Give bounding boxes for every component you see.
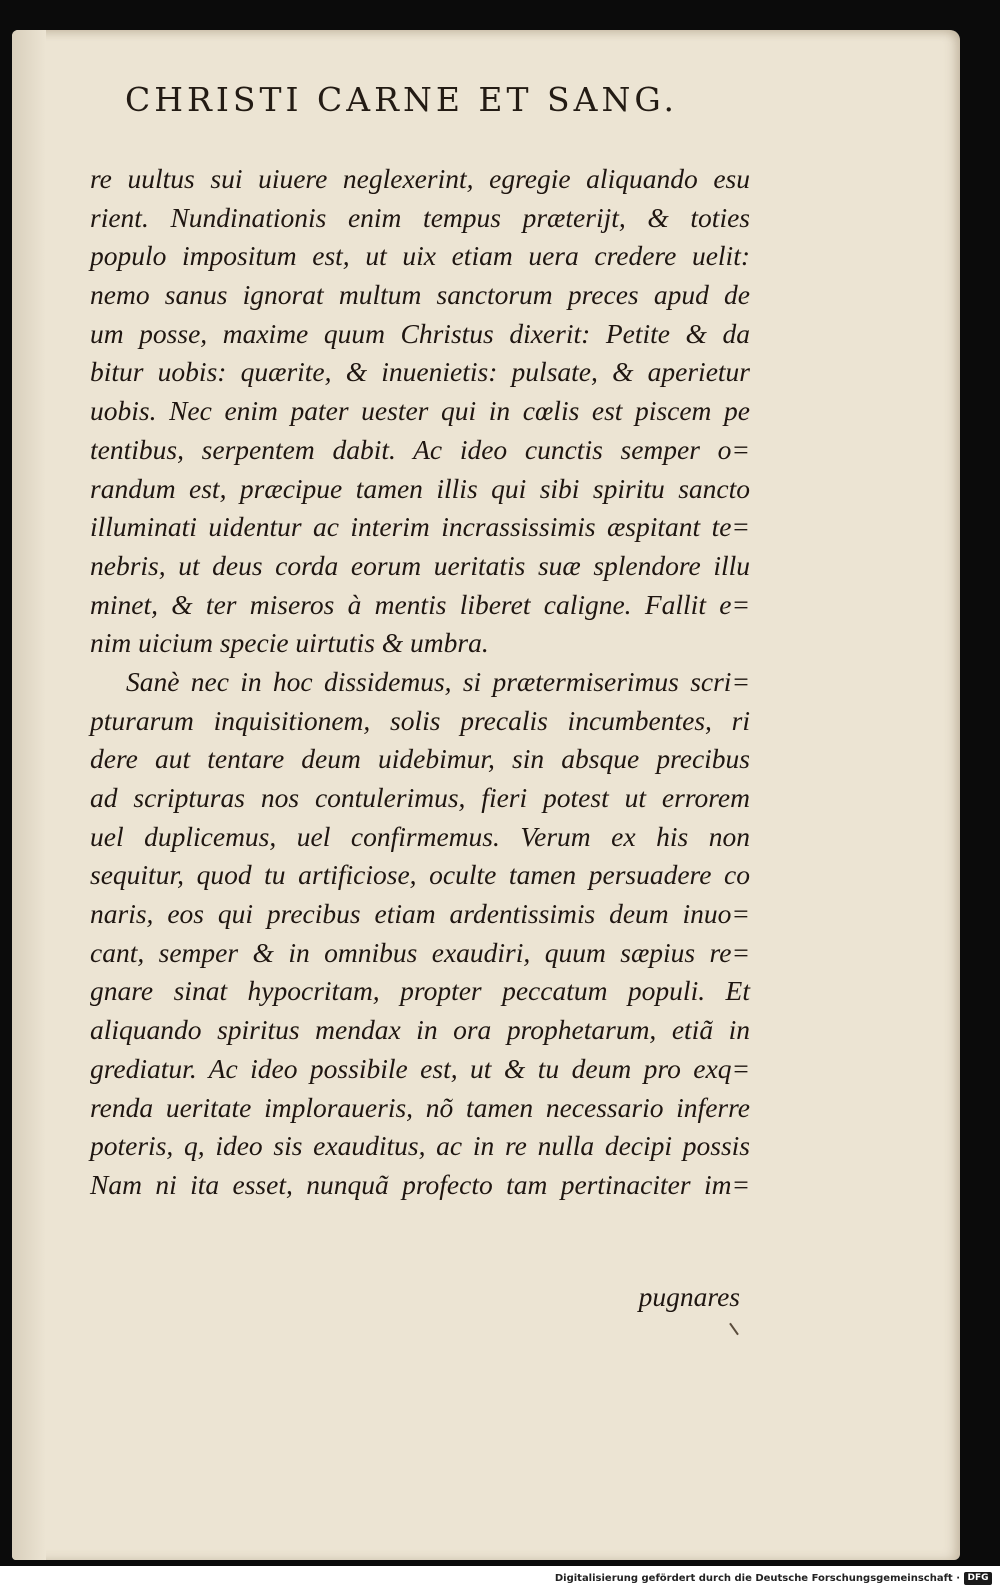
text-line: populo impositum est, ut uix etiam uera credere uelit: [90, 240, 750, 272]
text-line: uel duplicemus, uel confirmemus. Verum ex his non [90, 820, 750, 852]
text-line: poteris, q, ideo sis exauditus, ac in re nulla decipi possis [90, 1130, 750, 1162]
text-line: nemo sanus ignorat multum sanctorum preces apud de [90, 279, 750, 311]
text-line: Nam ni ita esset, nunquã profecto tam pertinaciter im= [90, 1168, 750, 1200]
dfg-logo: DFG [964, 1572, 992, 1585]
text-line: renda ueritate imploraueris, nõ tamen necessario inferre [90, 1091, 750, 1123]
page-gutter-shadow [12, 30, 46, 1560]
funding-credit: Digitalisierung gefördert durch die Deutsche Forschungsgemeinschaft · [554, 1573, 960, 1584]
text-line: cant, semper & in omnibus exaudiri, quum sæpius re= [90, 936, 750, 968]
text-line: minet, & ter miseros à mentis liberet caligne. Fallit e= [90, 588, 750, 620]
running-head: CHRISTI CARNE ET SANG. [125, 80, 679, 119]
text-line: grediatur. Ac ideo possibile est, ut & tu deum pro exq= [90, 1052, 750, 1084]
text-line: rient. Nundinationis enim tempus præterijt, & toties [90, 201, 750, 233]
text-line: uobis. Nec enim pater uester qui in cœlis est piscem pe [90, 395, 750, 427]
paragraph-start-line: Sanè nec in hoc dissidemus, si prætermiserimus scri= [126, 665, 750, 697]
text-line: naris, eos qui precibus etiam ardentissimis deum inuo= [90, 898, 750, 930]
text-line: illuminati uidentur ac interim incrassissimis æspitant te= [90, 511, 750, 543]
text-line: sequitur, quod tu artificiose, oculte tamen persuadere co [90, 859, 750, 891]
text-line: bitur uobis: quærite, & inuenietis: pulsate, & aperietur [90, 356, 750, 388]
text-line: tentibus, serpentem dabit. Ac ideo cunctis semper o= [90, 433, 750, 465]
footer-bar [0, 1566, 1000, 1592]
catchword: pugnares [638, 1281, 740, 1312]
text-line: dere aut tentare deum uidebimur, sin absque precibus [90, 743, 750, 775]
text-line: gnare sinat hypocritam, propter peccatum populi. Et [90, 975, 750, 1007]
text-line: nebris, ut deus corda eorum ueritatis suæ splendore illu [90, 549, 750, 581]
text-line: ad scripturas nos contulerimus, fieri potest ut errorem [90, 782, 750, 813]
body-text [90, 160, 750, 1205]
text-line: nim uicium specie uirtutis & umbra. [90, 627, 489, 659]
text-line: um posse, maxime quum Christus dixerit: Petite & da [90, 317, 750, 349]
text-line: re uultus sui uiuere neglexerint, egregie aliquando esu [90, 163, 750, 194]
text-line: pturarum inquisitionem, solis precalis incumbentes, ri [90, 704, 750, 736]
text-line: randum est, præcipue tamen illis qui sibi spiritu sancto [90, 472, 750, 504]
text-line: aliquando spiritus mendax in ora prophetarum, etiã in [90, 1014, 750, 1046]
